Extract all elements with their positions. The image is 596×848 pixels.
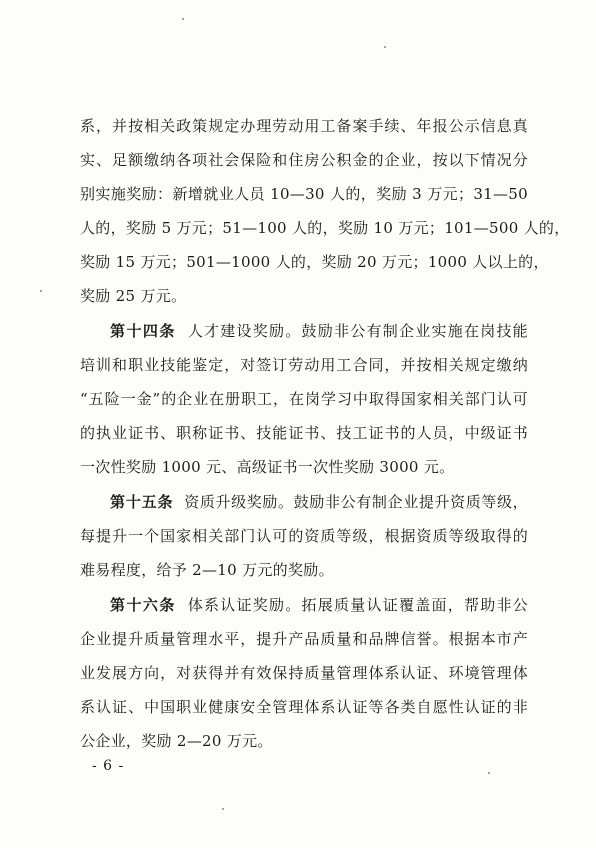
article-14-first-line [110, 314, 528, 348]
text-line: “五险一金”的企业在册职工，在岗学习中取得国家相关部门认可 [80, 390, 528, 408]
text-line: 别实施奖励：新增就业人员 10—30 人的，奖励 3 万元；31—50 [80, 185, 528, 203]
article-heading: 第十五条 [110, 493, 174, 511]
text-line: 系，并按相关政策规定办理劳动用工备案手续、年报公示信息真 [80, 117, 528, 135]
text-line: 难易程度，给予 2—10 万元的奖励。 [80, 561, 334, 579]
page-number: - 6 - [92, 758, 125, 774]
scan-speck [222, 808, 224, 810]
text-line: 奖励 15 万元；501—1000 人的，奖励 20 万元；1000 人以上的， [80, 253, 549, 271]
text-line: 的执业证书、职称证书、技能证书、技工证书的人员，中级证书 [80, 424, 528, 442]
article-text: 人才建设奖励。鼓励非公有制企业实施在岗技能 [187, 322, 528, 340]
scan-speck [182, 18, 184, 20]
scan-speck [40, 290, 42, 292]
scan-speck [384, 46, 386, 48]
article-16-first-line [110, 588, 528, 622]
scan-speck [488, 772, 490, 774]
article-17-first-line [110, 724, 528, 758]
text-line: 人的，奖励 5 万元；51—100 人的，奖励 10 万元；101—500 人的， [80, 219, 570, 237]
text-line: 奖励 25 万元。 [80, 287, 187, 305]
article-15-first-line [110, 485, 528, 519]
text-line: 一次性奖励 1000 元、高级证书一次性奖励 3000 元。 [80, 458, 455, 476]
text-line: 培训和职业技能鉴定，对签订劳动用工合同，并按相关规定缴纳 [80, 356, 528, 374]
article-text: 体系认证奖励。拓展质量认证覆盖面，帮助非公 [187, 596, 528, 614]
article-heading: 第十四条 [110, 322, 176, 340]
article-text: 资质升级奖励。鼓励非公有制企业提升资质等级， [184, 493, 528, 511]
text-line: 公企业，奖励 2—20 万元。 [80, 732, 273, 750]
text-line: 系认证、中国职业健康安全管理体系认证等各类自愿性认证的非 [80, 698, 528, 716]
text-line: 企业提升质量管理水平，提升产品质量和品牌信誉。根据本市产 [80, 630, 528, 648]
article-heading: 第十六条 [110, 596, 176, 614]
text-line: 每提升一个国家相关部门认可的资质等级，根据资质等级取得的 [80, 527, 528, 545]
text-line: 业发展方向，对获得并有效保持质量管理体系认证、环境管理体 [80, 664, 528, 682]
text-line: 实、足额缴纳各项社会保险和住房公积金的企业，按以下情况分 [80, 151, 528, 169]
